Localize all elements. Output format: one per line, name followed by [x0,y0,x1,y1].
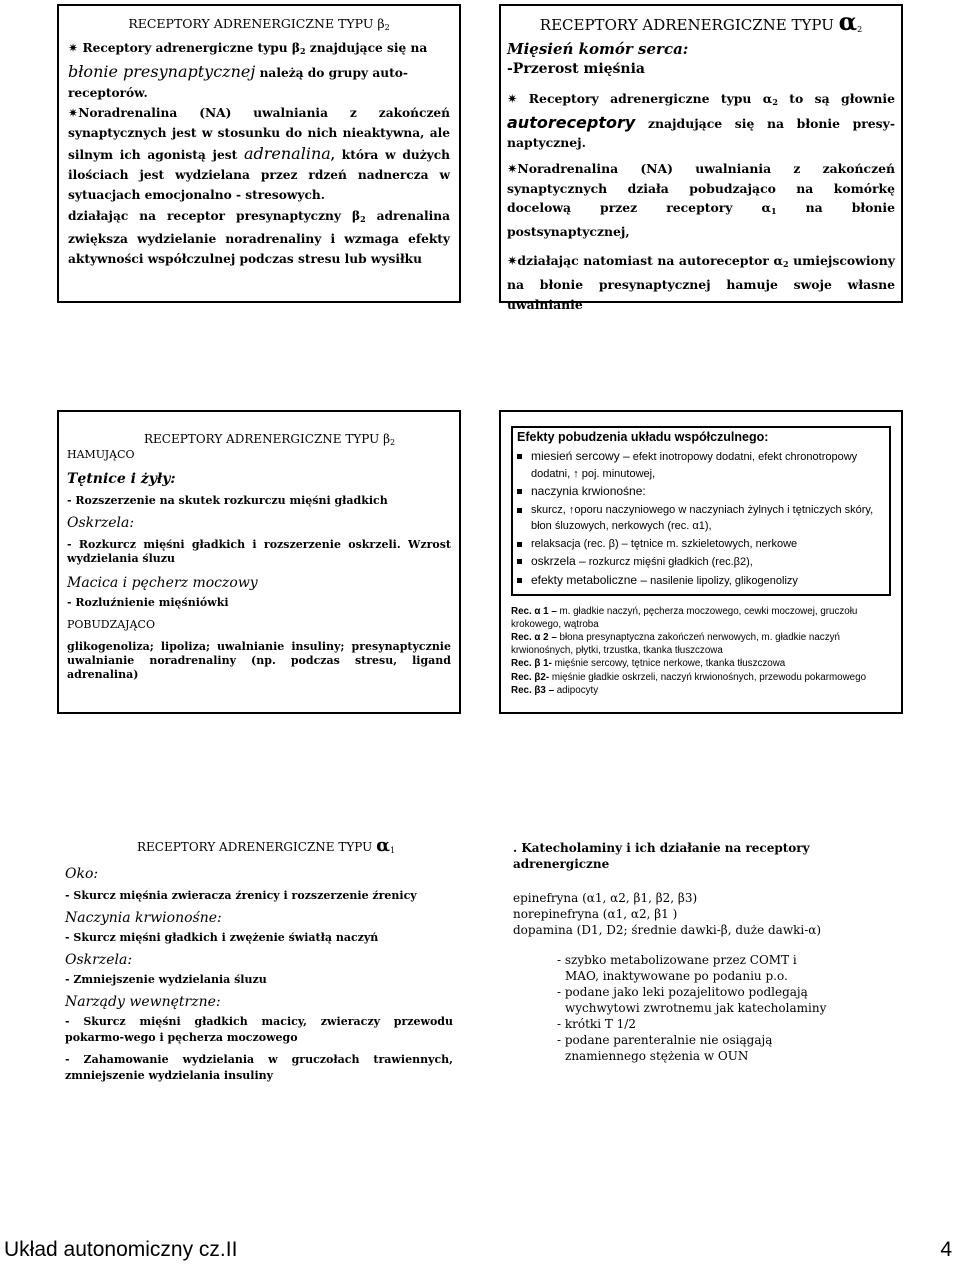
list-item: Rec. α 2 – błona presynaptyczna zakończeń nerwowych, m. gładkie naczyń krwionośnych, płytki, trzustka, tkanka tłuszczowa [511,632,840,656]
footer-title: Układ autonomiczny cz.II [4,1238,238,1261]
paragraph: ✷ Receptory adrenergiczne typu $\beta_2$ znajdujące się na błonie presynaptycznej należą do grupy auto-receptorów. [68,41,428,100]
section-text: - Rozszerzenie na skutek rozkurczu mięśni gładkich [67,494,388,507]
section-heading: Macica i pęcherz moczowy [67,575,258,591]
star-bullet-icon: ✷ [68,106,79,121]
section-heading: Oskrzela: [67,515,135,531]
list-item: norepinefryna (α1, α2, β1 ) [513,907,678,921]
star-bullet-icon: ✷ [507,160,518,176]
paragraph: działając na receptor presynaptyczny $\beta_2$ adrenalina zwiększa wydzielanie noradrenaliny i wzmaga efekty aktywności współczulnej podczas stresu lub wysiłku [68,208,450,267]
receptor-list [511,606,891,698]
properties-list [513,952,889,1064]
section-text: - Rozkurcz mięśni gładkich i rozszerzenie oskrzeli. Wzrost wydzielania śluzu [67,538,451,565]
slide-title: RECEPTORY ADRENERGICZNE TYPU $\alpha_2$ [539,7,863,36]
section-text: glikogenoliza; lipoliza; uwalnianie insuliny; presynaptycznie uwalnianie noradrenaliny (np. podczas stresu, ligand adrenalina) [67,640,451,681]
agonist-list [513,890,889,938]
slide-subtitle: Mięsień komór serca: [507,40,689,58]
list-item: miesień sercowy – efekt inotropowy dodatni, efekt chronotropowy dodatni, ↑ poj. minutowej, [517,448,883,482]
section-heading: Tętnice i żyły: [67,471,176,487]
slide-catecholamines [499,818,903,1122]
star-bullet-icon: ✷ [507,91,518,107]
section-heading: Oskrzela: [65,952,133,968]
slide-title: RECEPTORY ADRENERGICZNE TYPU $\alpha_1$ [137,835,396,856]
list-item: wychwytowi zwrotnemu jak katecholaminy [565,1001,827,1015]
list-item: oskrzela – rozkurcz mięśni gładkich (rec.β2), [517,553,883,571]
paragraph: -Przerost mięśnia [507,60,645,77]
slide-alpha1-effects [57,818,461,1122]
list-item: - podane parenteralnie nie osiągają [557,1033,773,1047]
slide-title: . Katecholaminy i ich działanie na receptory adrenergiczne [513,841,810,871]
list-item: Rec. α 1 – m. gładkie naczyń, pęcherza moczowego, cewki moczowej, gruczołu krokowego, wątroba [511,606,858,630]
list-item: skurcz, ↑oporu naczyniowego w naczyniach żylnych i tętniczych skóry, błon śluzowych, nerkowych (rec. α1), [517,502,883,535]
section-heading: Naczynia krwionośne: [65,910,222,926]
list-item: efekty metaboliczne – nasilenie lipolizy, glikogenolizy [517,572,883,590]
section-heading: Narządy wewnętrzne: [65,994,221,1010]
paragraph: ✷ Receptory adrenergiczne typu $\alpha_2$ to są głownie autoreceptory znajdujące się na błonie presy-naptycznej. [507,91,895,151]
list-item: epinefryna (α1, α2, β1, β2, β3) [513,891,698,905]
list-item: Rec. β 1- mięśnie sercowy, tętnice nerkowe, tkanka tłuszczowa [511,658,786,669]
label-hamujaco: HAMUJĄCO [67,448,135,461]
list-item: znamiennego stężenia w OUN [565,1049,749,1063]
star-bullet-icon: ✷ [507,253,518,269]
slide-beta2-presynaptic [57,4,461,303]
slide-title: RECEPTORY ADRENERGICZNE TYPU $\beta_2$ [144,432,396,447]
section-heading: Oko: [65,866,99,882]
effects-box [511,426,891,596]
list-item: naczynia krwionośne: [517,483,883,501]
list-item: dopamina (D1, D2; średnie dawki-β, duże dawki-α) [513,923,822,937]
paragraph: ✷Noradrenalina (NA) uwalniania z zakończeń synaptycznych działa pobudzająco na komórkę docelową przez receptory $\alpha_1$ na błonie postsynaptycznej, [507,160,895,239]
list-item: - szybko metabolizowane przez COMT i [557,953,797,967]
slide-alpha2-heart [499,4,903,312]
section-text: - Skurcz mięśni gładkich i zwężenie światłą naczyń [65,931,379,944]
section-text: - Skurcz mięśnia zwieracza źrenicy i rozszerzenie źrenicy [65,889,417,902]
slide-sympathetic-effects [499,410,903,714]
list-item: relaksacja (rec. β) – tętnice m. szkieletowych, nerkowe [517,536,883,553]
paragraph: ✷działając natomiast na autoreceptor $\alpha_2$ umiejscowiony na błonie presynaptycznej hamuje swoje własne uwalnianie [507,253,895,312]
section-text: - Rozluźnienie mięśniówki [67,596,229,609]
section-text: - Zahamowanie wydzielania w gruczołach trawiennych, zmniejszenie wydzielania insuliny [65,1053,453,1082]
paragraph: ✷Noradrenalina (NA) uwalniania z zakończeń synaptycznych jest w stosunku do nich nieaktywna, ale silnym ich agonistą jest adrenalina, która w dużych ilościach jest wydzielana przez rdzeń nadnercza w sytuacjach emocjonalno - stresowych. [68,106,450,203]
list-item: Rec. β2- mięśnie gładkie oskrzeli, naczyń krwionośnych, przewodu pokarmowego [511,671,867,683]
page-number: 4 [940,1238,952,1261]
list-item: - podane jako leki pozajelitowo podlegają [557,985,808,999]
star-bullet-icon: ✷ [68,41,79,56]
effects-list [517,448,883,589]
list-item: MAO, inaktywowane po podaniu p.o. [565,969,788,983]
section-text: - Zmniejszenie wydzielania śluzu [65,973,267,986]
list-item: - krótki T 1/2 [557,1017,636,1031]
section-text: - Skurcz mięśni gładkich macicy, zwieraczy przewodu pokarmo-wego i pęcherza moczowego [65,1015,453,1044]
box-heading: Efekty pobudzenia układu współczulnego: [517,430,769,444]
label-pobudzajaco: POBUDZAJĄCO [67,618,155,631]
slide-title: RECEPTORY ADRENERGICZNE TYPU $\beta_2$ [128,16,390,32]
slide-beta2-effects [57,410,461,714]
list-item: Rec. β3 – adipocyty [511,685,599,696]
